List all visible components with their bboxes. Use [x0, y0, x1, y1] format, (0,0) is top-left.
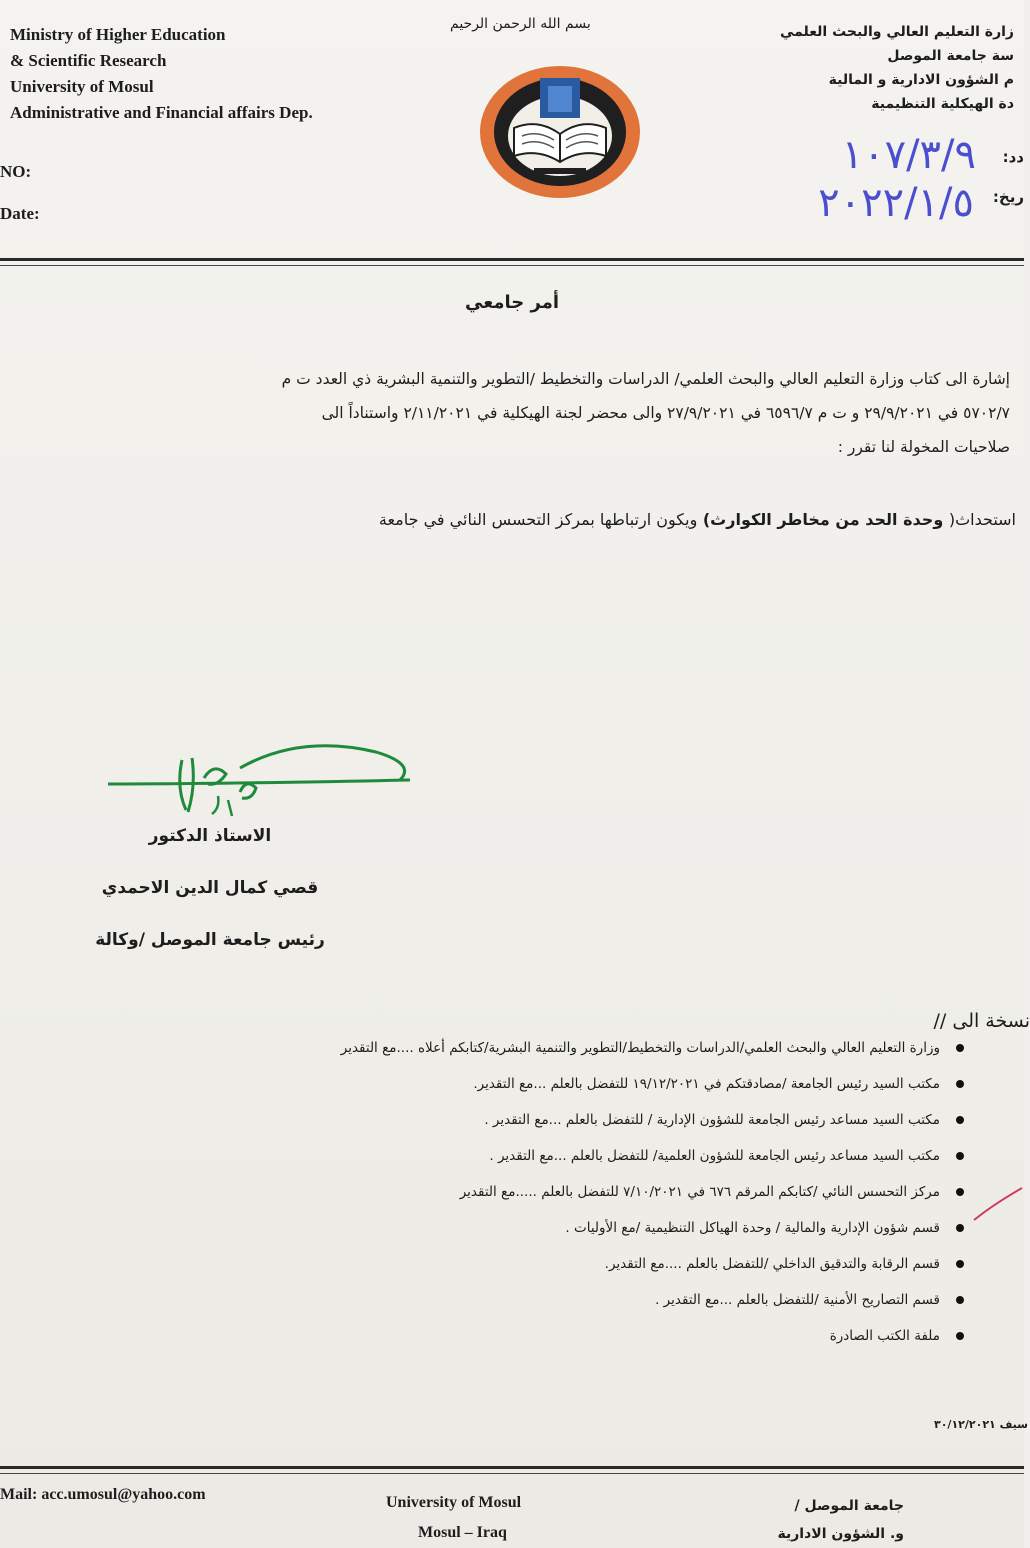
signatory-title: الاستاذ الدكتور	[148, 826, 272, 846]
footer-rule-thick	[0, 1466, 1024, 1469]
copy-item-text: قسم الرقابة والتدقيق الداخلي /للتفضل بالعلم ....مع التقدير.	[604, 1256, 940, 1272]
copy-item-text: وزارة التعليم العالي والبحث العلمي/الدراسات والتخطيط/التطوير والتنمية البشرية/كتابكم أعلاه ....مع التقدير	[340, 1040, 940, 1056]
bullet-icon	[956, 1260, 964, 1268]
ar-date-label: ريخ:	[992, 188, 1024, 206]
bullet-icon	[956, 1116, 964, 1124]
footer-university: University of Mosul	[386, 1494, 522, 1511]
copies-list	[44, 1030, 964, 1354]
copy-item-text: ملفة الكتب الصادرة	[829, 1328, 940, 1344]
handwritten-number: ١٠٧/٣/٩	[841, 132, 976, 178]
en-line-research: & Scientific Research	[10, 51, 167, 70]
body-line-1: إشارة الى كتاب وزارة التعليم العالي والبحث العلمي/ الدراسات والتخطيط /التطوير والتنمية البشرية ذي العدد ت م	[281, 370, 1010, 388]
bullet-icon	[956, 1044, 964, 1052]
copy-item	[44, 1030, 964, 1066]
copy-item	[44, 1210, 964, 1246]
university-logo	[478, 64, 642, 200]
footer-email: Mail: acc.umosul@yahoo.com	[0, 1486, 206, 1503]
document-title: أمر جامعي	[464, 292, 560, 313]
bullet-icon	[956, 1332, 964, 1340]
bullet-icon	[956, 1224, 964, 1232]
bullet-icon	[956, 1152, 964, 1160]
handwritten-date: ٢٠٢٢/١/٥	[818, 180, 974, 226]
header-rule-thin	[0, 265, 1024, 266]
copy-item	[44, 1174, 964, 1210]
signatory-position: رئيس جامعة الموصل /وكالة	[95, 930, 325, 950]
bullet-icon	[956, 1080, 964, 1088]
pen-mark	[970, 1184, 1024, 1224]
decision-prefix: استحداث(	[948, 510, 1016, 529]
bullet-icon	[956, 1296, 964, 1304]
ar-line-unit: دة الهيكلية التنظيمية	[871, 96, 1014, 112]
en-line-ministry: Ministry of Higher Education	[10, 25, 226, 44]
decision-line	[379, 510, 1016, 529]
bullet-icon	[956, 1188, 964, 1196]
signatory-name: قصي كمال الدين الاحمدي	[101, 878, 319, 898]
copy-item-text: مكتب السيد مساعد رئيس الجامعة للشؤون العلمية/ للتفضل بالعلم ...مع التقدير .	[489, 1148, 940, 1164]
basmala: بسم الله الرحمن الرحيم	[450, 16, 591, 32]
signature-block	[60, 810, 360, 966]
footer-date: سيف ٣٠/١٢/٢٠٢١	[934, 1418, 1028, 1431]
copy-item	[44, 1102, 964, 1138]
copy-item-text: مكتب السيد مساعد رئيس الجامعة للشؤون الإدارية / للتفضل بالعلم ...مع التقدير .	[484, 1112, 940, 1128]
body-line-3: صلاحيات المخولة لنا تقرر :	[837, 438, 1010, 456]
copy-item	[44, 1318, 964, 1354]
arabic-letterhead	[780, 20, 1014, 116]
ar-line-ministry: زارة التعليم العالي والبحث العلمي	[779, 24, 1014, 40]
english-letterhead	[10, 22, 313, 126]
copies-heading: نسخة الى //	[933, 1010, 1030, 1032]
copy-item-text: مركز التحسس النائي /كتابكم المرقم ٦٧٦ في ٧/١٠/٢٠٢١ للتفضل بالعلم .....مع التقدير	[459, 1184, 940, 1200]
footer-ar-line-1: جامعة الموصل /	[794, 1498, 904, 1514]
copy-item-text: قسم التصاريح الأمنية /للتفضل بالعلم ...مع التقدير .	[655, 1292, 940, 1308]
ar-line-university: سة جامعة الموصل	[887, 48, 1014, 64]
copy-item	[44, 1282, 964, 1318]
footer-city: Mosul – Iraq	[418, 1524, 507, 1541]
no-label: NO:	[0, 162, 32, 181]
header-rule-thick	[0, 258, 1024, 261]
copy-item	[44, 1246, 964, 1282]
decision-unit-name: وحدة الحد من مخاطر الكوارث)	[697, 510, 949, 529]
ar-no-label: دد:	[1002, 148, 1024, 166]
en-line-university: University of Mosul	[10, 77, 154, 96]
en-line-department: Administrative and Financial affairs Dep.	[10, 103, 313, 122]
footer-rule-thin	[0, 1473, 1024, 1474]
body-line-2: ٥٧٠٢/٧ في ٢٩/٩/٢٠٢١ و ت م ٦٥٩٦/٧ في ٢٧/٩/٢٠٢١ والى محضر لجنة الهيكلية في ٢/١١/٢٠٢١ واستناداً الى	[321, 404, 1010, 422]
footer-ar-line-2: و. الشؤون الادارية	[777, 1526, 904, 1542]
copy-item-text: قسم شؤون الإدارية والمالية / وحدة الهياكل التنظيمية /مع الأوليات .	[565, 1220, 940, 1236]
ar-line-department: م الشؤون الادارية و المالية	[828, 72, 1014, 88]
copy-item	[44, 1138, 964, 1174]
copy-item-text: مكتب السيد رئيس الجامعة /مصادقتكم في ١٩/١٢/٢٠٢١ للتفضل بالعلم ...مع التقدير.	[473, 1076, 940, 1092]
date-label: Date:	[0, 204, 40, 223]
decision-suffix: ويكون ارتباطها بمركز التحسس النائي في جامعة	[378, 510, 698, 529]
copy-item	[44, 1066, 964, 1102]
